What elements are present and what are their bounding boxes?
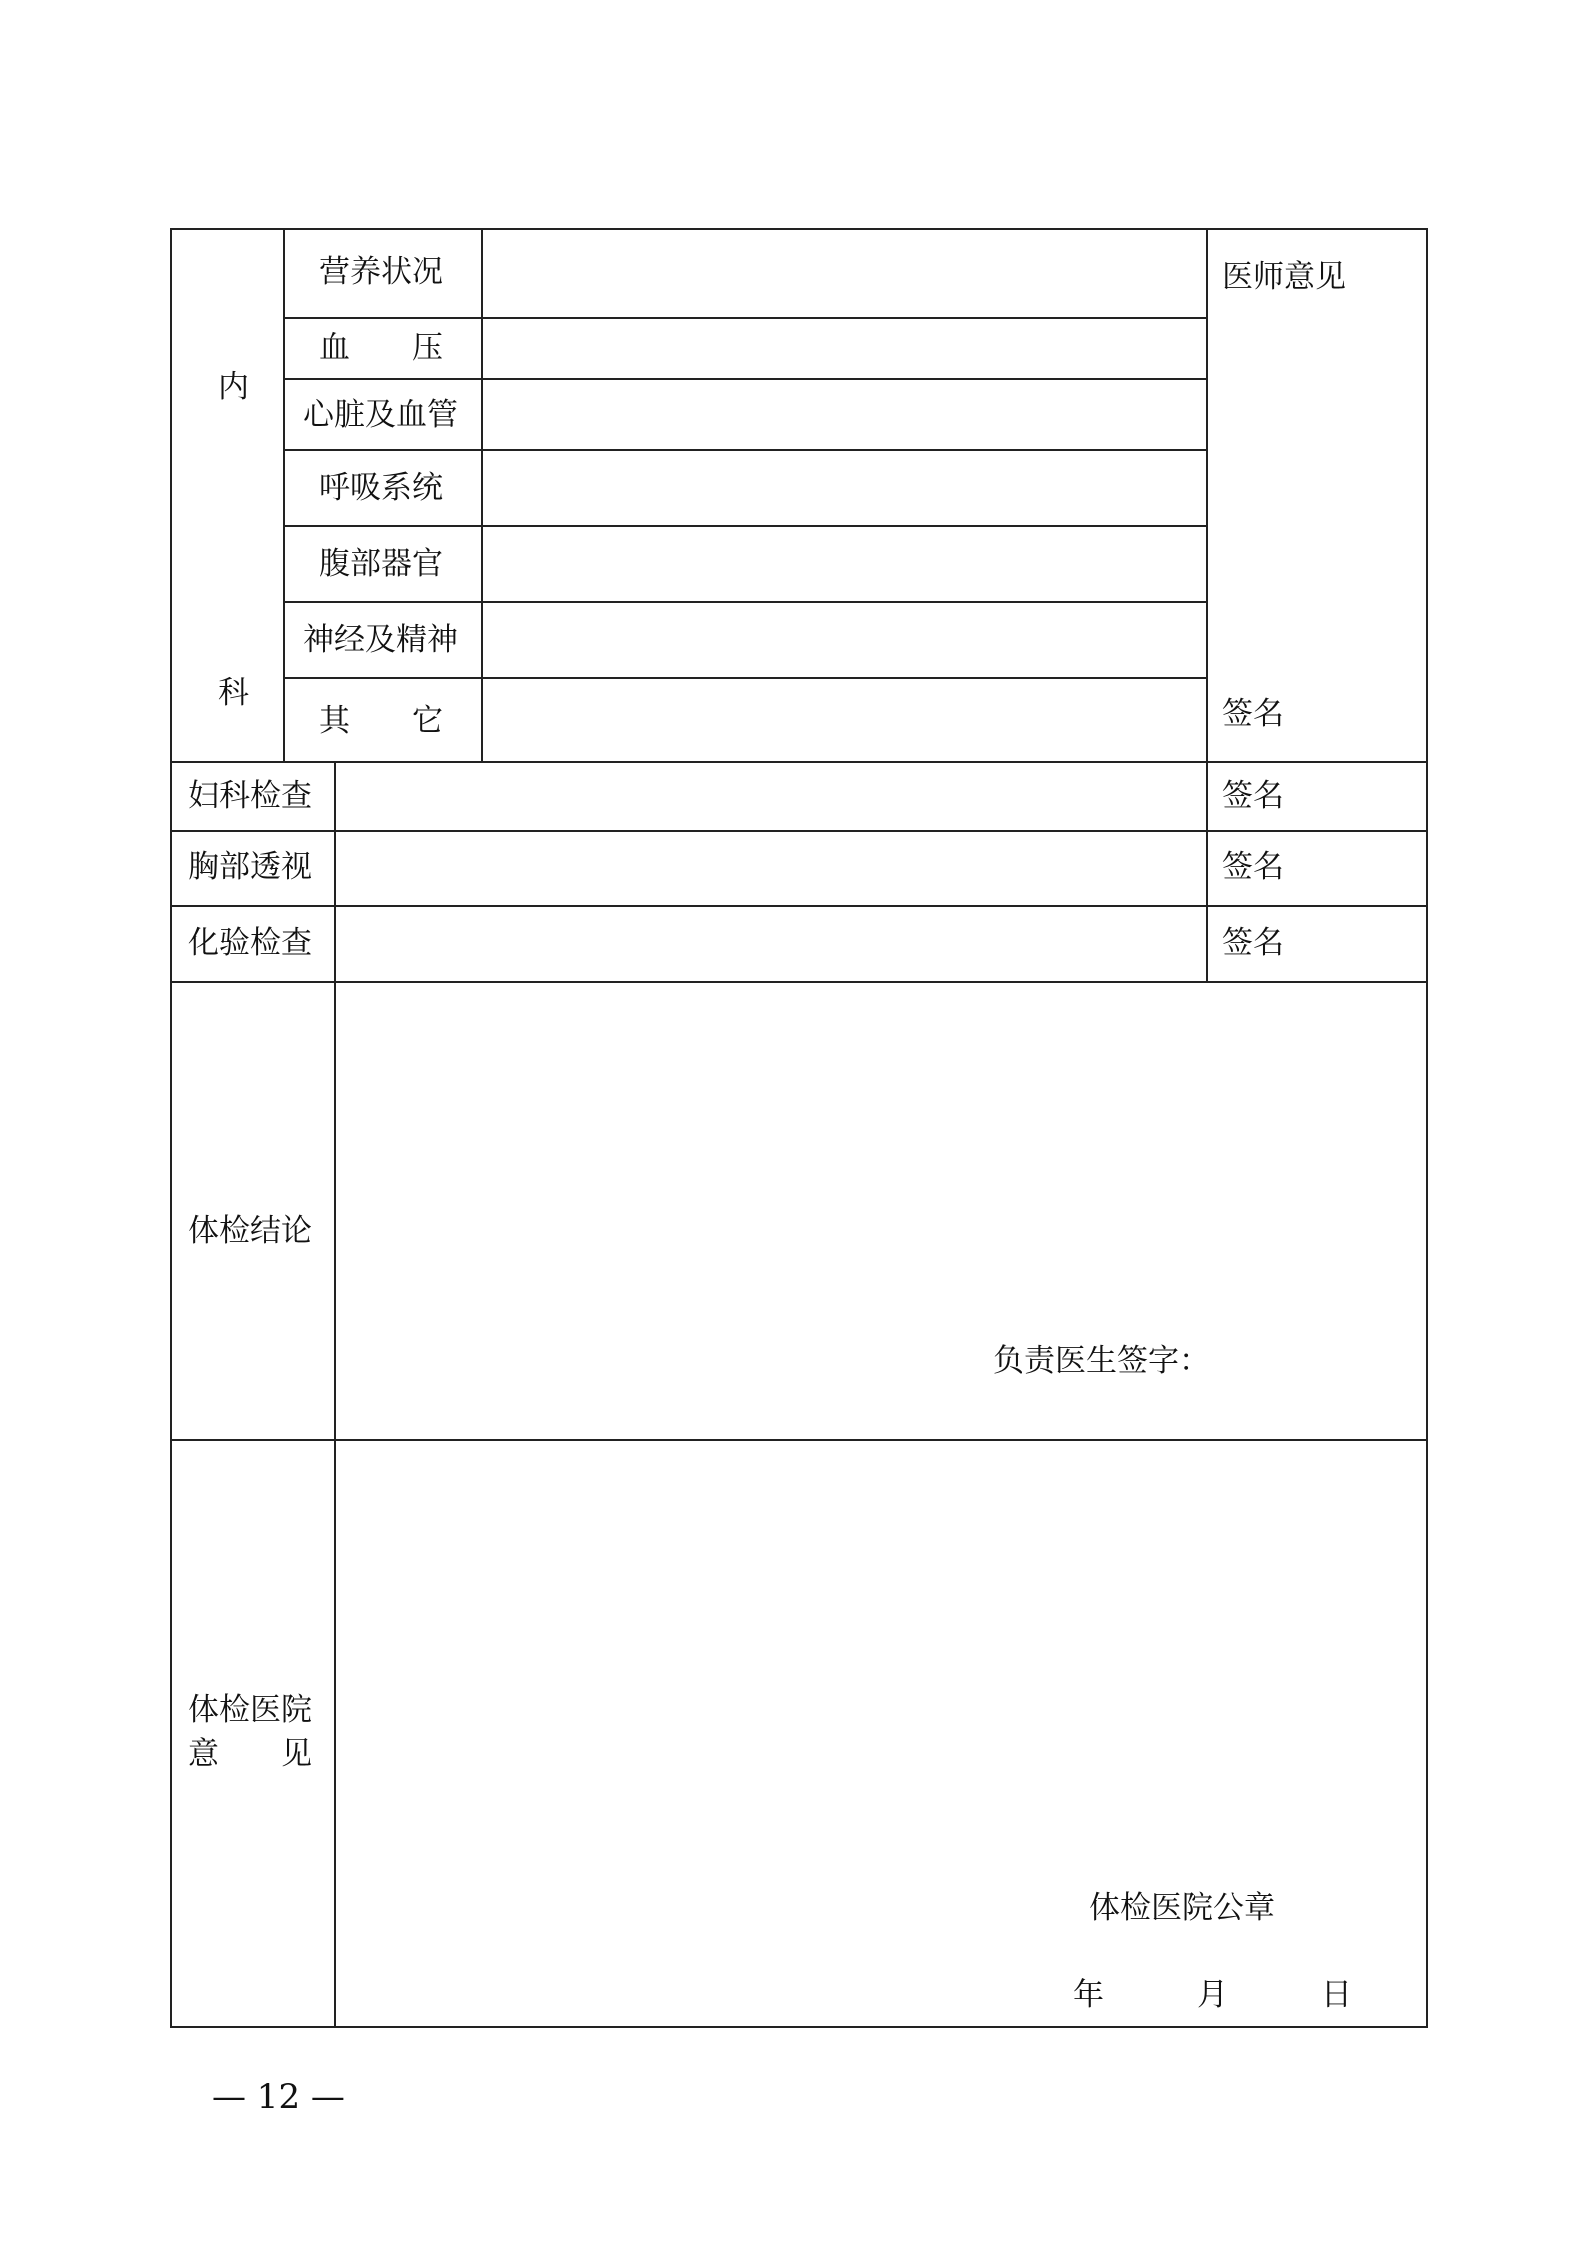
- item-respiratory-label: 呼吸系统: [319, 470, 443, 506]
- lab-test-label: 化验检查: [188, 925, 312, 961]
- blood-pressure-result-field[interactable]: [483, 319, 1206, 378]
- table-border-left: [170, 228, 172, 2028]
- lab-test-signature-label: 签名: [1222, 925, 1284, 961]
- table-border-right: [1426, 228, 1428, 2028]
- gynecology-exam-label: 妇科检查: [188, 778, 312, 814]
- internal-label-divider: [283, 228, 285, 762]
- table-border-bottom: [170, 2026, 1428, 2028]
- hospital-seal-label: 体检医院公章: [1089, 1890, 1275, 1926]
- hospital-opinion-label-line1: 体检医院: [188, 1692, 312, 1728]
- item-nutrition-label: 营养状况: [319, 254, 443, 290]
- other-result-field[interactable]: [483, 679, 1206, 761]
- hospital-opinion-field[interactable]: [336, 1441, 1426, 2026]
- nutrition-result-field[interactable]: [483, 230, 1206, 317]
- abdominal-result-field[interactable]: [483, 527, 1206, 601]
- doctor-opinion-field[interactable]: [1208, 300, 1426, 680]
- gynecology-exam-field[interactable]: [336, 763, 1206, 830]
- respiratory-result-field[interactable]: [483, 451, 1206, 525]
- responsible-doctor-signature-label: 负责医生签字：: [993, 1343, 1210, 1379]
- item-heart-vessels-label: 心脏及血管: [303, 397, 458, 433]
- date-label: 年 月 日: [1073, 1977, 1352, 2013]
- internal-signature-label: 签名: [1222, 696, 1284, 732]
- chest-xray-label: 胸部透视: [188, 849, 312, 885]
- lab-test-field[interactable]: [336, 907, 1206, 981]
- gynecology-signature-label: 签名: [1222, 778, 1284, 814]
- conclusion-field[interactable]: [336, 983, 1426, 1439]
- item-blood-pressure-label: 血 压: [319, 330, 443, 366]
- hospital-opinion-label-line2: 意 见: [188, 1736, 312, 1772]
- item-other-label: 其 它: [319, 703, 443, 739]
- neuro-psych-result-field[interactable]: [483, 603, 1206, 677]
- doctor-opinion-label: 医师意见: [1222, 259, 1346, 295]
- internal-medicine-label-top: 内: [218, 369, 249, 405]
- page-number: — 12 —: [212, 2077, 345, 2117]
- item-abdominal-label: 腹部器官: [319, 546, 443, 582]
- chest-xray-field[interactable]: [336, 832, 1206, 905]
- item-neuro-psych-label: 神经及精神: [303, 622, 458, 658]
- chest-xray-signature-label: 签名: [1222, 849, 1284, 885]
- conclusion-label: 体检结论: [188, 1213, 312, 1249]
- heart-vessels-result-field[interactable]: [483, 380, 1206, 449]
- internal-medicine-label-bottom: 科: [218, 675, 249, 711]
